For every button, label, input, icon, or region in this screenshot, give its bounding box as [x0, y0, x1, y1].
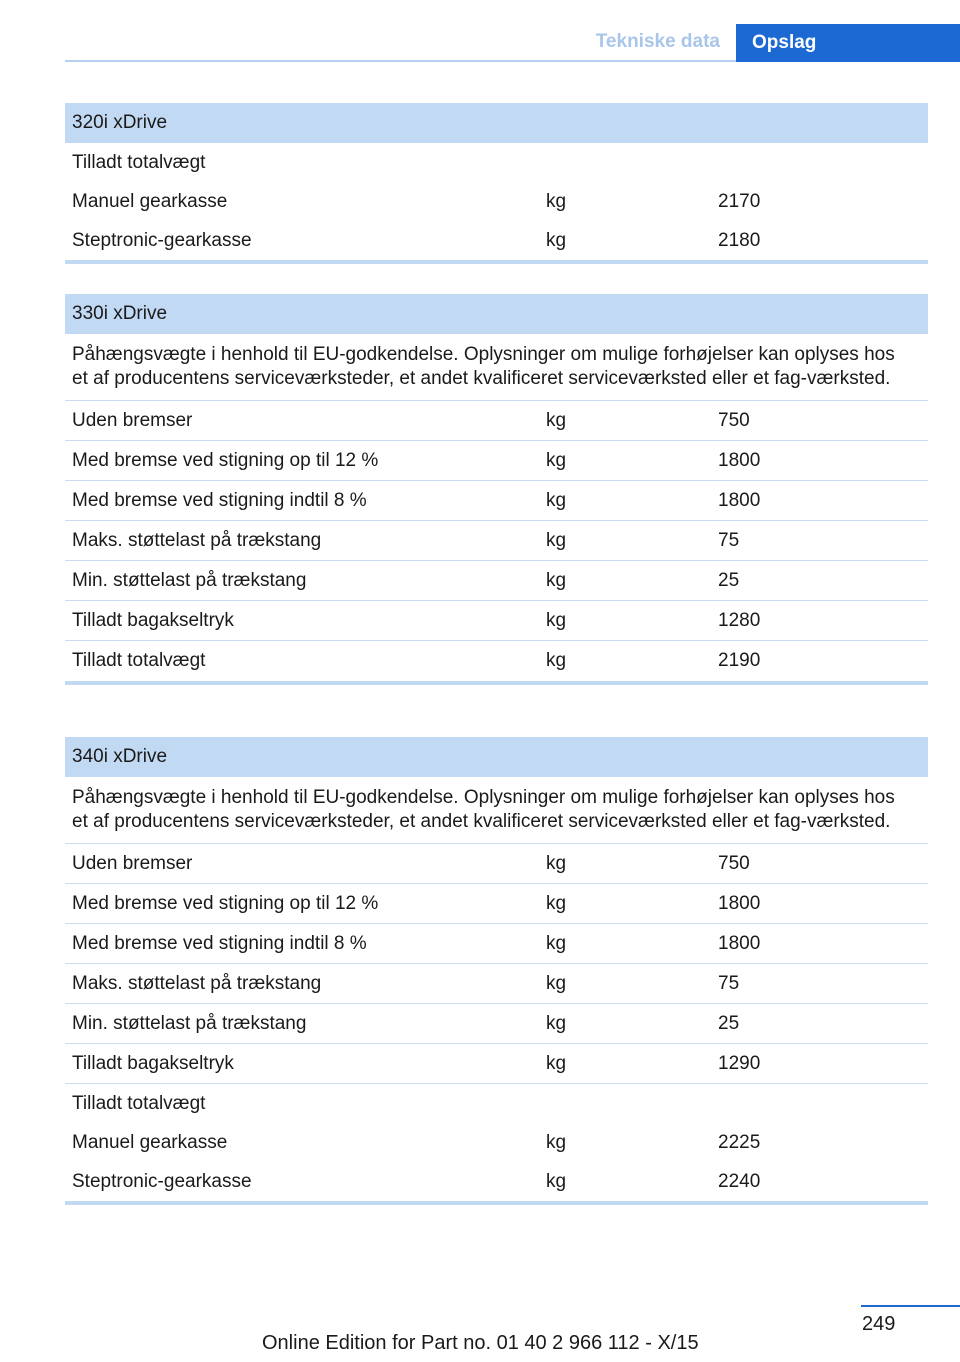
- row-value: 1800: [718, 490, 761, 511]
- row-unit: kg: [546, 230, 567, 251]
- row-unit: kg: [546, 650, 567, 671]
- row-unit: kg: [546, 191, 567, 212]
- row-label: Steptronic-gearkasse: [72, 230, 252, 251]
- table-row: [65, 844, 928, 884]
- row-unit: kg: [546, 410, 567, 431]
- row-value: 25: [718, 1013, 740, 1034]
- row-unit: kg: [546, 1013, 567, 1034]
- table-row: [65, 1044, 928, 1084]
- page-header: [65, 24, 960, 62]
- row-value: [711, 143, 928, 182]
- row-value: 1800: [718, 933, 761, 954]
- row-unit: kg: [546, 1132, 567, 1153]
- row-value: 2190: [718, 650, 761, 671]
- spec-table-note: Påhængsvægte i henhold til EU-godkendelse. Oplysninger om mulige forhøjelser kan oplyses hos et af producentens serviceværksteder, et andet kvalificeret serviceværksted eller et fag-værksted.: [65, 777, 928, 844]
- row-label: Manuel gearkasse: [72, 191, 228, 212]
- page-number: 249: [862, 1313, 896, 1335]
- table-row: [65, 143, 928, 182]
- row-unit: [539, 143, 711, 182]
- row-value: 75: [718, 530, 740, 551]
- row-unit: kg: [546, 893, 567, 914]
- row-label: Uden bremser: [72, 853, 193, 874]
- table-row: [65, 481, 928, 521]
- spec-table-330i: [65, 294, 928, 685]
- row-value: 1280: [718, 610, 761, 631]
- row-value: 75: [718, 973, 740, 994]
- row-unit: kg: [546, 1171, 567, 1192]
- row-label: Tilladt totalvægt: [72, 152, 206, 173]
- row-label: Tilladt totalvægt: [72, 1093, 206, 1114]
- row-unit: kg: [546, 933, 567, 954]
- row-label: Uden bremser: [72, 410, 193, 431]
- row-unit: kg: [546, 853, 567, 874]
- row-value: 1290: [718, 1053, 761, 1074]
- row-value: [711, 1084, 928, 1123]
- row-value: 2170: [718, 191, 761, 212]
- table-row: [65, 521, 928, 561]
- row-label: Med bremse ved stigning op til 12 %: [72, 893, 379, 914]
- row-value: 1800: [718, 893, 761, 914]
- row-unit: kg: [546, 610, 567, 631]
- page-number-rule: [861, 1305, 960, 1307]
- row-label: Med bremse ved stigning indtil 8 %: [72, 933, 367, 954]
- row-value: 2240: [718, 1171, 761, 1192]
- spec-table-note: Påhængsvægte i henhold til EU-godkendelse. Oplysninger om mulige forhøjelser kan oplyses hos et af producentens serviceværksteder, et andet kvalificeret serviceværksted eller et fag-værksted.: [65, 334, 928, 401]
- row-value: 750: [718, 410, 750, 431]
- table-row: [65, 561, 928, 601]
- spec-table-title: 320i xDrive: [65, 103, 928, 143]
- row-value: 2225: [718, 1132, 761, 1153]
- table-row: [65, 1123, 928, 1162]
- table-row: [65, 1162, 928, 1201]
- row-label: Med bremse ved stigning indtil 8 %: [72, 490, 367, 511]
- row-label: Med bremse ved stigning op til 12 %: [72, 450, 379, 471]
- table-row: [65, 182, 928, 221]
- table-row: [65, 964, 928, 1004]
- row-label: Maks. støttelast på trækstang: [72, 530, 322, 551]
- row-label: Tilladt bagakseltryk: [72, 1053, 234, 1074]
- table-row: [65, 641, 928, 681]
- row-value: 750: [718, 853, 750, 874]
- table-row: [65, 401, 928, 441]
- row-value: 25: [718, 570, 740, 591]
- row-unit: kg: [546, 490, 567, 511]
- footer-edition-text: Online Edition for Part no. 01 40 2 966 112 - X/15: [262, 1332, 699, 1354]
- row-unit: kg: [546, 973, 567, 994]
- row-value: 2180: [718, 230, 761, 251]
- table-row: [65, 221, 928, 260]
- row-label: Maks. støttelast på trækstang: [72, 973, 322, 994]
- row-label: Manuel gearkasse: [72, 1132, 228, 1153]
- row-unit: kg: [546, 530, 567, 551]
- row-label: Min. støttelast på trækstang: [72, 1013, 307, 1034]
- row-unit: kg: [546, 570, 567, 591]
- header-section-title: Tekniske data: [595, 31, 720, 52]
- row-unit: kg: [546, 450, 567, 471]
- row-label: Tilladt bagakseltryk: [72, 610, 234, 631]
- spec-table-title: 330i xDrive: [65, 294, 928, 334]
- row-label: Tilladt totalvægt: [72, 650, 206, 671]
- row-value: 1800: [718, 450, 761, 471]
- table-row: [65, 924, 928, 964]
- table-row: [65, 441, 928, 481]
- spec-table-340i: [65, 737, 928, 1205]
- table-row: [65, 884, 928, 924]
- table-row: [65, 1004, 928, 1044]
- spec-table-title: 340i xDrive: [65, 737, 928, 777]
- table-row: [65, 601, 928, 641]
- row-unit: [539, 1084, 711, 1123]
- spec-table-320i: [65, 103, 928, 264]
- header-tab-opslag[interactable]: Opslag: [736, 24, 960, 62]
- table-row: [65, 1084, 928, 1123]
- row-label: Steptronic-gearkasse: [72, 1171, 252, 1192]
- row-label: Min. støttelast på trækstang: [72, 570, 307, 591]
- row-unit: kg: [546, 1053, 567, 1074]
